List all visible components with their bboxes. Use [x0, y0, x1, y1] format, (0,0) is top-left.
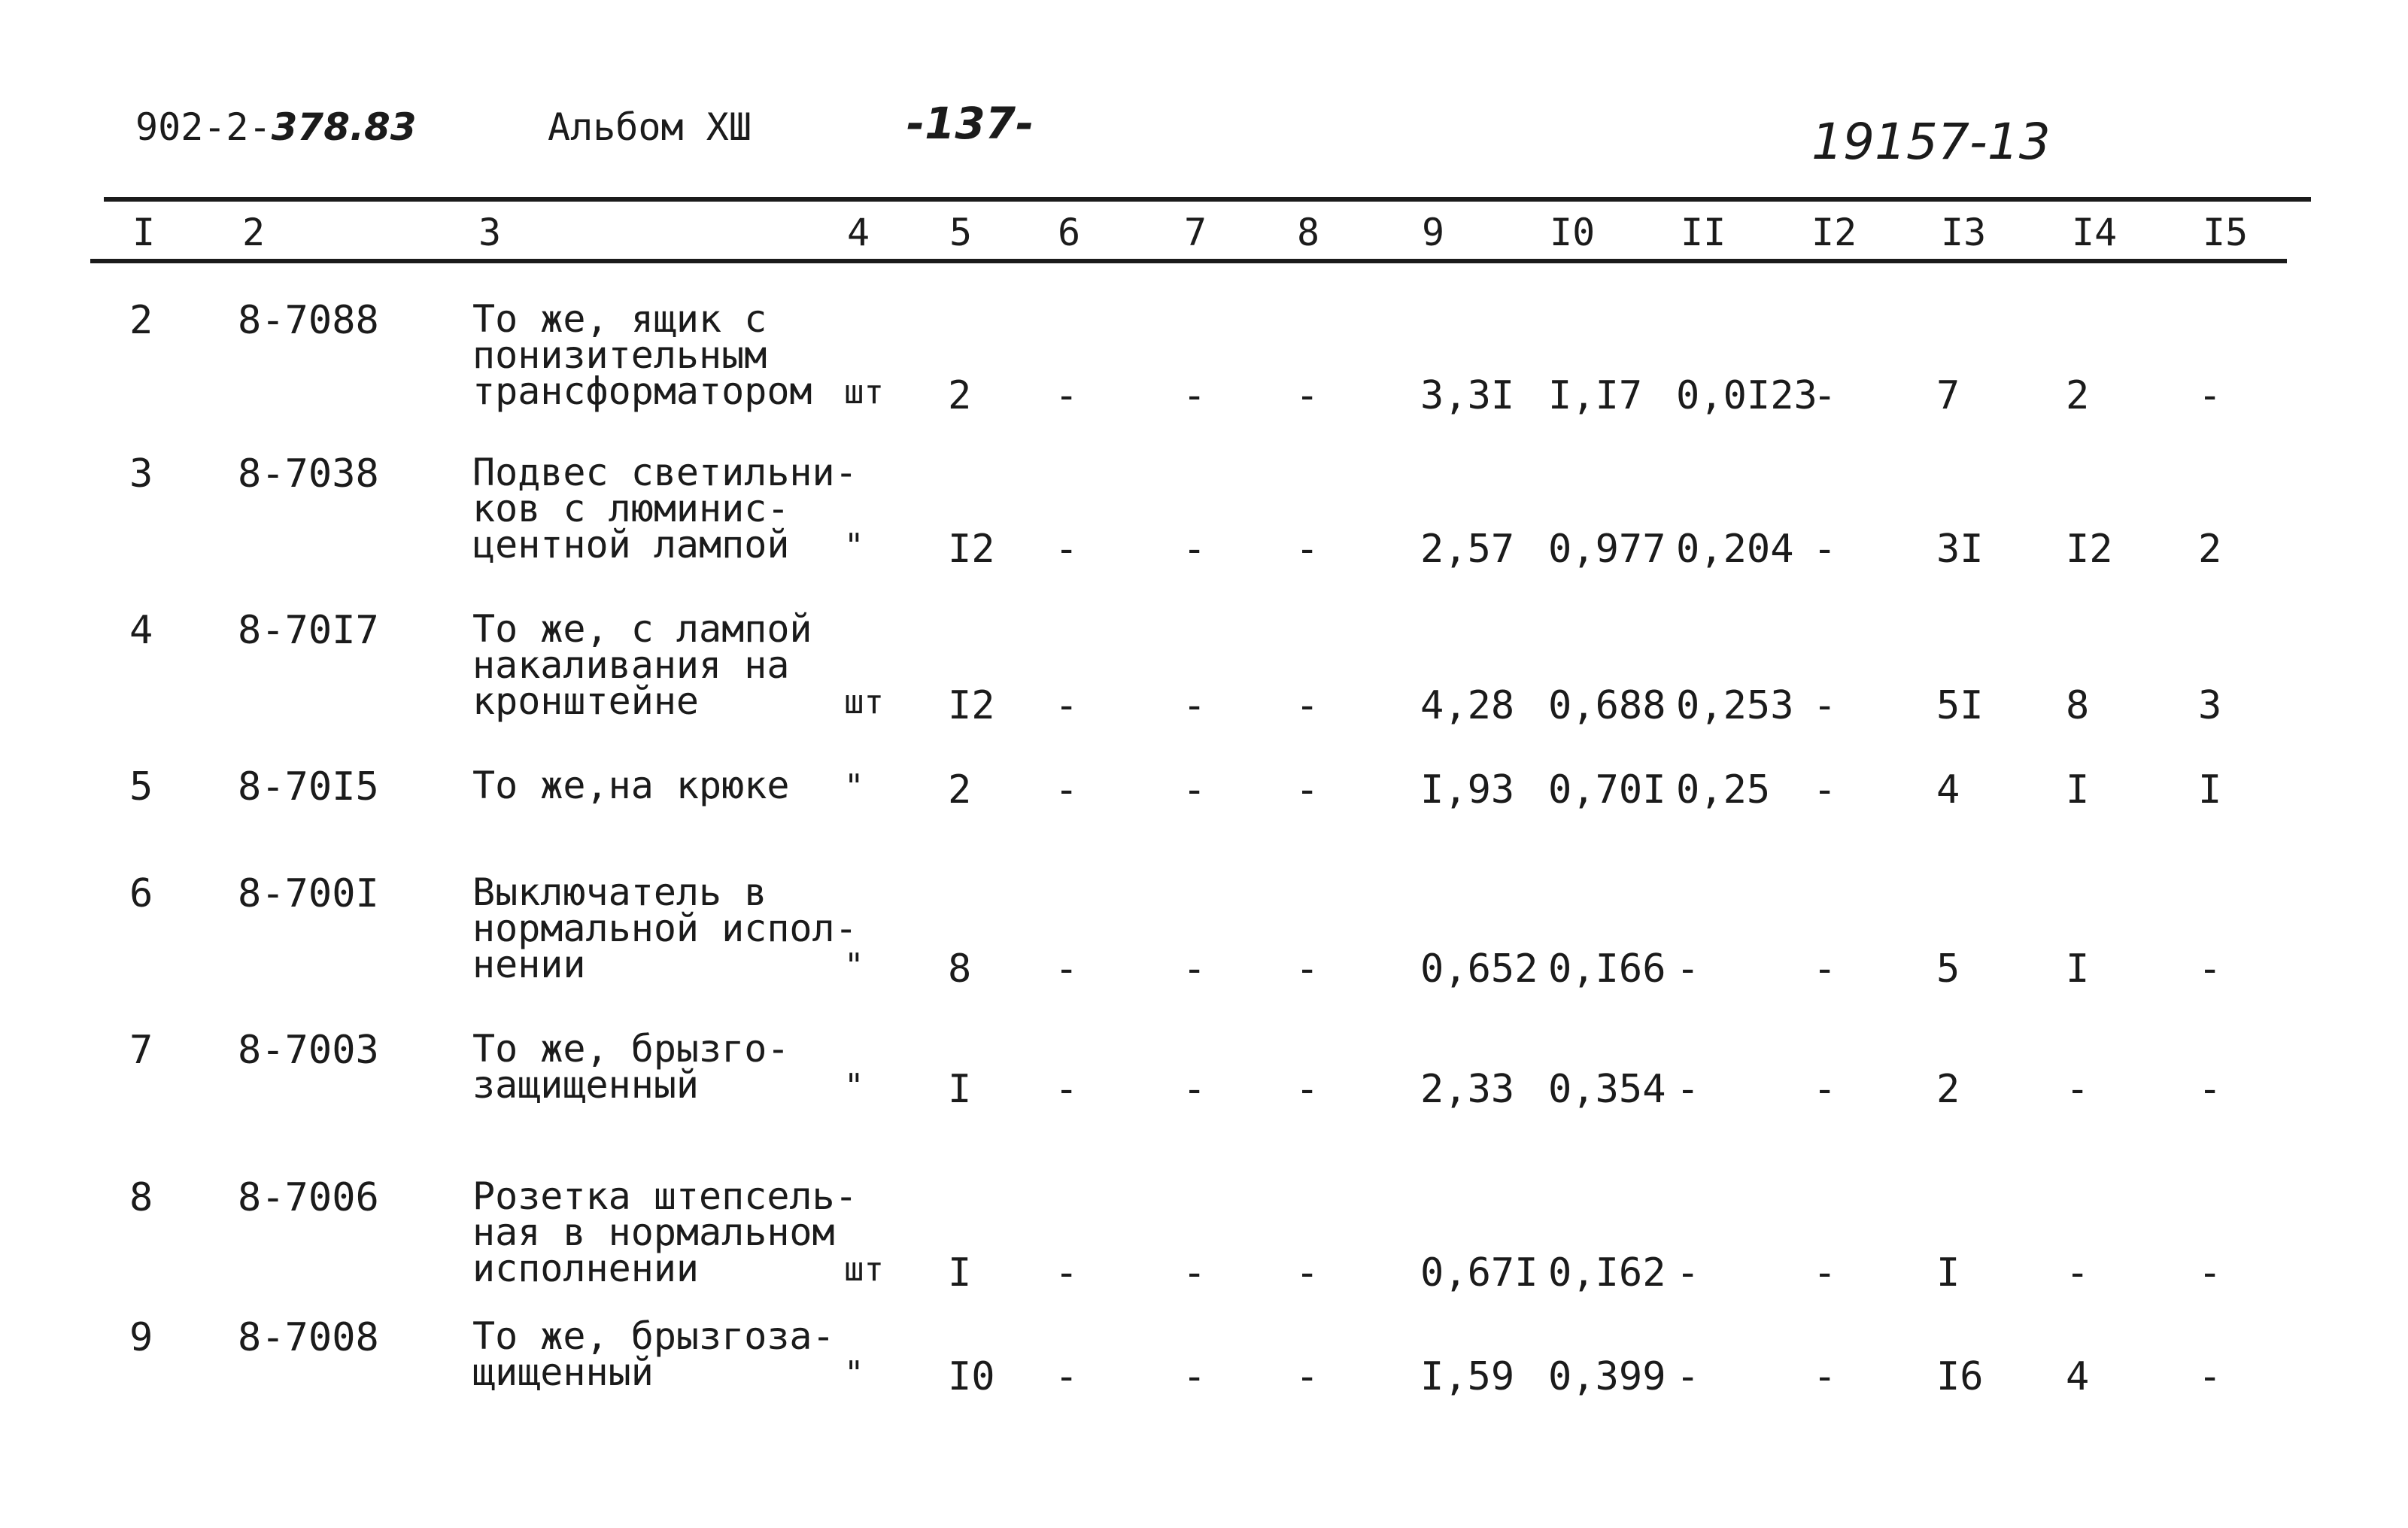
col-11-cell: 0,0I23 — [1676, 373, 1817, 418]
col-5-cell: I — [948, 1067, 972, 1112]
description-line: кронштейне — [472, 679, 700, 723]
column-header-3: 3 — [478, 211, 502, 254]
description-line: Розетка штепсель- — [472, 1174, 858, 1218]
column-header-12: I2 — [1811, 211, 1857, 254]
col-5-cell: I2 — [948, 527, 995, 572]
description-line: ная в нормальном — [472, 1211, 835, 1254]
col-13-cell: 5 — [1936, 946, 1960, 992]
col-13-cell: 3I — [1936, 527, 1984, 572]
col-7-cell: - — [1183, 946, 1207, 992]
col-14-cell: 2 — [2066, 373, 2090, 418]
column-header-7: 7 — [1184, 211, 1207, 254]
col-13-cell: 7 — [1936, 373, 1960, 418]
column-header-9: 9 — [1422, 211, 1445, 254]
col-9-cell: 2,33 — [1420, 1067, 1515, 1112]
column-header-5: 5 — [949, 211, 973, 254]
row-number: 6 — [129, 871, 153, 916]
item-description — [472, 1314, 835, 1394]
item-description — [472, 607, 812, 723]
col-5-cell: 2 — [948, 373, 972, 418]
description-line: То же, брызго- — [472, 1027, 790, 1071]
column-header-15: I5 — [2203, 211, 2249, 254]
item-description — [472, 297, 812, 413]
item-description — [472, 764, 790, 807]
item-description — [472, 1174, 858, 1290]
col-11-cell: - — [1676, 1067, 1700, 1112]
description-line: защищенный — [472, 1063, 700, 1107]
description-line: Выключатель в — [472, 870, 767, 914]
col-6-cell: - — [1055, 683, 1079, 728]
row-number: 4 — [129, 608, 153, 653]
col-9-cell: 2,57 — [1420, 527, 1515, 572]
document-code: 19157-13 — [1811, 113, 2051, 171]
column-header-11: II — [1681, 211, 1726, 254]
col-10-cell: 0,399 — [1548, 1354, 1666, 1399]
col-14-cell: I — [2066, 946, 2090, 992]
col-8-cell: - — [1295, 373, 1319, 418]
col-15-cell: - — [2198, 1354, 2222, 1399]
col-8-cell: - — [1295, 683, 1319, 728]
col-10-cell: 0,I62 — [1548, 1250, 1666, 1296]
col-12-cell: - — [1813, 1067, 1837, 1112]
album-title: Альбом XШ — [548, 105, 752, 149]
row-number: 3 — [129, 451, 153, 497]
col-13-cell: I — [1936, 1250, 1960, 1296]
col-12-cell: - — [1813, 373, 1837, 418]
description-line: нении — [472, 943, 586, 986]
col-6-cell: - — [1055, 1250, 1079, 1296]
column-header-1: I — [132, 211, 156, 254]
col-14-cell: - — [2066, 1250, 2090, 1296]
description-line: щищенный — [472, 1350, 654, 1394]
col-12-cell: - — [1813, 946, 1837, 992]
description-line: Подвес светильни- — [472, 451, 858, 494]
col-12-cell: - — [1813, 683, 1837, 728]
col-12-cell: - — [1813, 527, 1837, 572]
item-code: 8-70I5 — [238, 764, 379, 810]
row-number: 8 — [129, 1175, 153, 1220]
column-header-13: I3 — [1941, 211, 1987, 254]
description-line: То же, брызгоза- — [472, 1314, 835, 1358]
unit-cell: шт — [844, 1250, 884, 1289]
col-6-cell: - — [1055, 767, 1079, 813]
col-9-cell: I,93 — [1420, 767, 1515, 813]
unit-cell: " — [844, 527, 864, 565]
description-line: То же,на крюке — [472, 764, 790, 807]
col-14-cell: I2 — [2066, 527, 2113, 572]
col-7-cell: - — [1183, 527, 1207, 572]
col-12-cell: - — [1813, 1354, 1837, 1399]
col-14-cell: 4 — [2066, 1354, 2090, 1399]
col-8-cell: - — [1295, 946, 1319, 992]
col-6-cell: - — [1055, 373, 1079, 418]
col-5-cell: I — [948, 1250, 972, 1296]
item-code: 8-7008 — [238, 1315, 379, 1360]
col-11-cell: - — [1676, 1250, 1700, 1296]
description-line: трансформатором — [472, 369, 812, 413]
column-header-6: 6 — [1058, 211, 1081, 254]
col-9-cell: 0,67I — [1420, 1250, 1538, 1296]
col-15-cell: - — [2198, 946, 2222, 992]
col-13-cell: 2 — [1936, 1067, 1960, 1112]
col-15-cell: I — [2198, 767, 2222, 813]
item-description — [472, 451, 858, 567]
col-10-cell: 0,688 — [1548, 683, 1666, 728]
col-14-cell: - — [2066, 1067, 2090, 1112]
page-number: -137- — [906, 98, 1034, 149]
col-15-cell: - — [2198, 1067, 2222, 1112]
doc-number-printed: 902-2- — [135, 105, 272, 149]
item-code: 8-7006 — [238, 1175, 379, 1220]
doc-number — [135, 105, 417, 149]
description-line: центной лампой — [472, 523, 790, 567]
item-code: 8-7003 — [238, 1028, 379, 1073]
row-number: 5 — [129, 764, 153, 810]
column-header-8: 8 — [1297, 211, 1320, 254]
col-9-cell: 0,652 — [1420, 946, 1538, 992]
header-bottom-rule — [90, 259, 2287, 263]
col-10-cell: 0,70I — [1548, 767, 1666, 813]
col-6-cell: - — [1055, 527, 1079, 572]
col-7-cell: - — [1183, 1250, 1207, 1296]
column-header-14: I4 — [2072, 211, 2118, 254]
col-13-cell: 4 — [1936, 767, 1960, 813]
column-header-10: I0 — [1550, 211, 1596, 254]
description-line: нормальной испол- — [472, 907, 858, 950]
col-7-cell: - — [1183, 1067, 1207, 1112]
col-5-cell: 8 — [948, 946, 972, 992]
col-15-cell: - — [2198, 373, 2222, 418]
col-11-cell: - — [1676, 946, 1700, 992]
unit-cell: шт — [844, 373, 884, 412]
col-12-cell: - — [1813, 767, 1837, 813]
col-5-cell: 2 — [948, 767, 972, 813]
column-header-2: 2 — [242, 211, 266, 254]
doc-number-handwritten: 378.83 — [271, 105, 417, 149]
unit-cell: " — [844, 1354, 864, 1393]
col-14-cell: I — [2066, 767, 2090, 813]
col-11-cell: - — [1676, 1354, 1700, 1399]
col-13-cell: 5I — [1936, 683, 1984, 728]
col-6-cell: - — [1055, 1067, 1079, 1112]
description-line: исполнении — [472, 1247, 700, 1290]
item-code: 8-7088 — [238, 298, 379, 343]
col-7-cell: - — [1183, 767, 1207, 813]
unit-cell: " — [844, 946, 864, 985]
col-10-cell: 0,354 — [1548, 1067, 1666, 1112]
description-line: ков с люминис- — [472, 487, 790, 530]
col-12-cell: - — [1813, 1250, 1837, 1296]
col-15-cell: - — [2198, 1250, 2222, 1296]
col-11-cell: 0,204 — [1676, 527, 1794, 572]
unit-cell: шт — [844, 683, 884, 721]
col-11-cell: 0,253 — [1676, 683, 1794, 728]
row-number: 9 — [129, 1315, 153, 1360]
unit-cell: " — [844, 1067, 864, 1105]
item-code: 8-700I — [238, 871, 379, 916]
col-8-cell: - — [1295, 767, 1319, 813]
col-8-cell: - — [1295, 1354, 1319, 1399]
col-9-cell: I,59 — [1420, 1354, 1515, 1399]
col-10-cell: I,I7 — [1548, 373, 1643, 418]
col-8-cell: - — [1295, 527, 1319, 572]
col-15-cell: 2 — [2198, 527, 2222, 572]
col-9-cell: 3,3I — [1420, 373, 1515, 418]
col-6-cell: - — [1055, 1354, 1079, 1399]
col-15-cell: 3 — [2198, 683, 2222, 728]
col-8-cell: - — [1295, 1250, 1319, 1296]
col-10-cell: 0,I66 — [1548, 946, 1666, 992]
item-description — [472, 1027, 790, 1107]
col-7-cell: - — [1183, 373, 1207, 418]
row-number: 2 — [129, 298, 153, 343]
col-5-cell: I0 — [948, 1354, 995, 1399]
item-description — [472, 870, 858, 986]
col-5-cell: I2 — [948, 683, 995, 728]
description-line: То же, с лампой — [472, 607, 812, 651]
item-code: 8-7038 — [238, 451, 379, 497]
col-11-cell: 0,25 — [1676, 767, 1771, 813]
description-line: То же, ящик с — [472, 297, 767, 341]
top-rule — [104, 197, 2311, 202]
description-line: понизительным — [472, 333, 767, 377]
col-9-cell: 4,28 — [1420, 683, 1515, 728]
col-14-cell: 8 — [2066, 683, 2090, 728]
description-line: накаливания на — [472, 643, 790, 687]
col-6-cell: - — [1055, 946, 1079, 992]
unit-cell: " — [844, 767, 864, 806]
row-number: 7 — [129, 1028, 153, 1073]
item-code: 8-70I7 — [238, 608, 379, 653]
col-8-cell: - — [1295, 1067, 1319, 1112]
col-7-cell: - — [1183, 683, 1207, 728]
col-7-cell: - — [1183, 1354, 1207, 1399]
col-13-cell: I6 — [1936, 1354, 1984, 1399]
col-10-cell: 0,977 — [1548, 527, 1666, 572]
column-header-4: 4 — [847, 211, 870, 254]
